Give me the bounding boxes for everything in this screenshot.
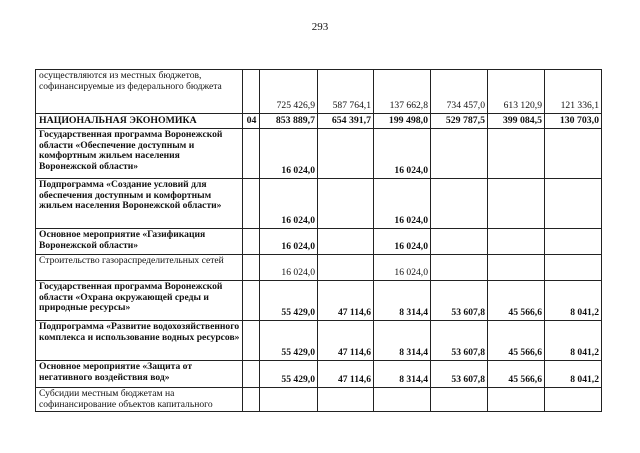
- value-cell: 137 662,8: [374, 70, 431, 114]
- value-cell: 199 498,0: [374, 114, 431, 129]
- value-cell: 16 024,0: [374, 229, 431, 255]
- value-cell: 45 566,6: [488, 361, 545, 388]
- row-name-cell: Строительство газораспределительных сетей: [36, 255, 243, 281]
- budget-table: [35, 69, 602, 412]
- value-cell: 725 426,9: [260, 70, 318, 114]
- row-name-cell: НАЦИОНАЛЬНАЯ ЭКОНОМИКА: [36, 114, 243, 129]
- value-cell: [545, 129, 602, 179]
- value-cell: 853 889,7: [260, 114, 318, 129]
- value-cell: 529 787,5: [431, 114, 488, 129]
- value-cell: [488, 388, 545, 412]
- value-cell: 47 114,6: [318, 321, 374, 361]
- value-cell: 16 024,0: [260, 229, 318, 255]
- row-code-cell: [243, 70, 260, 114]
- page-number: 293: [311, 21, 329, 33]
- row-code-cell: [243, 388, 260, 412]
- table-row: [36, 388, 602, 412]
- value-cell: 587 764,1: [318, 70, 374, 114]
- value-cell: [545, 255, 602, 281]
- value-cell: 121 336,1: [545, 70, 602, 114]
- value-cell: [488, 129, 545, 179]
- value-cell: 8 314,4: [374, 281, 431, 321]
- value-cell: 8 041,2: [545, 281, 602, 321]
- value-cell: 8 041,2: [545, 361, 602, 388]
- value-cell: 16 024,0: [260, 129, 318, 179]
- value-cell: [260, 388, 318, 412]
- value-cell: 613 120,9: [488, 70, 545, 114]
- value-cell: 130 703,0: [545, 114, 602, 129]
- value-cell: 53 607,8: [431, 321, 488, 361]
- row-name-cell: Подпрограмма «Создание условий для обеспечения доступным и комфортным жильем населения Воронежской области»: [36, 179, 243, 229]
- value-cell: 53 607,8: [431, 361, 488, 388]
- value-cell: 734 457,0: [431, 70, 488, 114]
- row-name-cell: Основное мероприятие «Защита от негативного воздействия вод»: [36, 361, 243, 388]
- value-cell: [431, 179, 488, 229]
- row-code-cell: 04: [243, 114, 260, 129]
- value-cell: 8 314,4: [374, 321, 431, 361]
- table-row: [36, 70, 602, 114]
- value-cell: [431, 229, 488, 255]
- value-cell: 47 114,6: [318, 281, 374, 321]
- value-cell: 399 084,5: [488, 114, 545, 129]
- table-row: [36, 361, 602, 388]
- value-cell: 16 024,0: [374, 179, 431, 229]
- value-cell: [318, 255, 374, 281]
- value-cell: 45 566,6: [488, 321, 545, 361]
- table-row: [36, 255, 602, 281]
- value-cell: [431, 388, 488, 412]
- row-name-cell: Государственная программа Воронежской области «Охрана окружающей среды и природные ресурсы»: [36, 281, 243, 321]
- row-name-cell: Государственная программа Воронежской области «Обеспечение доступным и комфортным жильем населения Воронежской области»: [36, 129, 243, 179]
- value-cell: 8 314,4: [374, 361, 431, 388]
- table-row: [36, 281, 602, 321]
- row-code-cell: [243, 281, 260, 321]
- value-cell: [545, 388, 602, 412]
- value-cell: [488, 229, 545, 255]
- value-cell: [318, 179, 374, 229]
- value-cell: 55 429,0: [260, 361, 318, 388]
- table-row: [36, 229, 602, 255]
- row-name-cell: Основное мероприятие «Газификация Воронежской области»: [36, 229, 243, 255]
- value-cell: 55 429,0: [260, 321, 318, 361]
- value-cell: [488, 179, 545, 229]
- value-cell: 654 391,7: [318, 114, 374, 129]
- row-code-cell: [243, 179, 260, 229]
- row-code-cell: [243, 229, 260, 255]
- value-cell: [431, 255, 488, 281]
- value-cell: [545, 179, 602, 229]
- row-code-cell: [243, 321, 260, 361]
- value-cell: 45 566,6: [488, 281, 545, 321]
- row-name-cell: Субсидии местным бюджетам на софинансирование объектов капитального: [36, 388, 243, 412]
- value-cell: [318, 229, 374, 255]
- value-cell: 16 024,0: [374, 129, 431, 179]
- value-cell: [545, 229, 602, 255]
- value-cell: 55 429,0: [260, 281, 318, 321]
- row-code-cell: [243, 361, 260, 388]
- value-cell: [374, 388, 431, 412]
- table-row: [36, 114, 602, 129]
- table-row: [36, 321, 602, 361]
- value-cell: 16 024,0: [374, 255, 431, 281]
- value-cell: 16 024,0: [260, 255, 318, 281]
- table-row: [36, 179, 602, 229]
- value-cell: [318, 388, 374, 412]
- value-cell: 8 041,2: [545, 321, 602, 361]
- table-row: [36, 129, 602, 179]
- row-name-cell: осуществляются из местных бюджетов, софинансируемые из федерального бюджета: [36, 70, 243, 114]
- row-code-cell: [243, 129, 260, 179]
- budget-table-body: [36, 70, 602, 412]
- value-cell: 53 607,8: [431, 281, 488, 321]
- value-cell: 47 114,6: [318, 361, 374, 388]
- value-cell: [431, 129, 488, 179]
- row-name-cell: Подпрограмма «Развитие водохозяйственного комплекса и использование водных ресурсов»: [36, 321, 243, 361]
- value-cell: [318, 129, 374, 179]
- value-cell: [488, 255, 545, 281]
- value-cell: 16 024,0: [260, 179, 318, 229]
- row-code-cell: [243, 255, 260, 281]
